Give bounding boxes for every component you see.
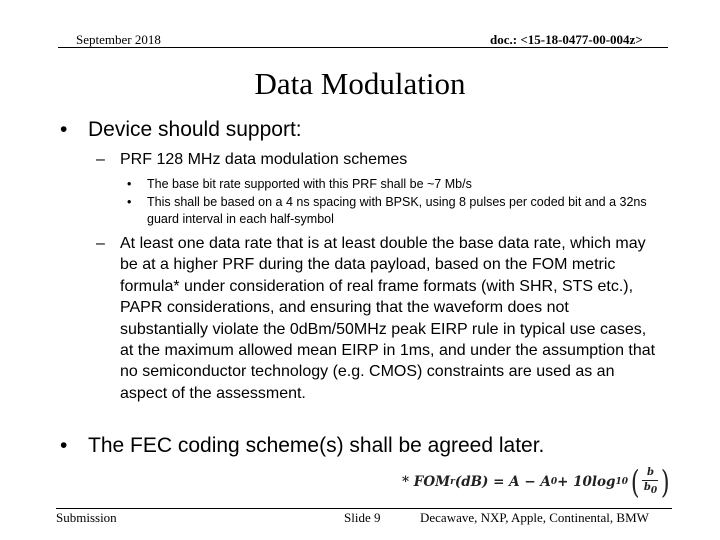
bullet-device-support: [60, 118, 680, 142]
formula-fraction: [642, 467, 658, 497]
fraction-den-sub: 0: [650, 486, 658, 496]
header-divider: [58, 47, 668, 48]
header-date: September 2018: [76, 32, 161, 47]
paren-open: (: [630, 463, 640, 501]
footer-divider: [56, 508, 672, 509]
header-doc-id: doc.: <15-18-0477-00-004z>: [490, 32, 643, 47]
sub-bullet-data-rate: [96, 233, 666, 404]
formula-sub-10: 10: [615, 477, 628, 487]
footer-slide-number: Slide 9: [344, 510, 381, 525]
slide-title: Data Modulation: [254, 66, 466, 101]
bullet-marker: •: [60, 118, 68, 141]
sub-bullet-prf128: [96, 149, 676, 170]
list-item-text: This shall be based on a 4 ns spacing with BPSK, using 8 pulses per coded bit and a 32ns guard interval in each half-symbol: [147, 195, 647, 226]
fraction-denominator: b: [643, 482, 651, 493]
formula-mid: (dB) = A − A: [454, 474, 551, 490]
sub-bullet-text: PRF 128 MHz data modulation schemes: [120, 151, 408, 168]
list-item: [127, 194, 657, 227]
footer-authors: Decawave, NXP, Apple, Continental, BMW: [420, 510, 649, 525]
bullet-text: Device should support:: [88, 118, 302, 141]
dash-marker: –: [96, 151, 105, 168]
formula-sub-r: r: [450, 477, 455, 487]
formula-prefix: * FOM: [402, 474, 451, 490]
bullet-fec: [60, 434, 700, 458]
fom-formula: [402, 463, 673, 501]
list-item-text: The base bit rate supported with this PRF shall be ~7 Mb/s: [147, 177, 472, 191]
dash-marker: –: [96, 235, 105, 252]
paren-close: ): [661, 463, 671, 501]
fraction-bar: [642, 480, 658, 481]
bullet-marker: •: [127, 195, 132, 209]
bullet-marker: •: [127, 177, 132, 191]
bullet-text: The FEC coding scheme(s) shall be agreed later.: [88, 434, 545, 457]
sub-bullet-text: At least one data rate that is at least double the base data rate, which may be at a higher PRF during the data payload, based on the FOM metric formula* under consideration of real frame formats (with SHR, STS etc.), PAPR considerations, and ensuring that the waveform does not substantially violate the 0dBm/50MHz peak EIRP rule in typical use cases, at the maximum allowed mean EIRP in 1ms, and under the assumption that no semiconductor technology (e.g. CMOS) constraints are used as an aspect of the assessment.: [120, 235, 656, 402]
bullet-marker: •: [60, 434, 68, 457]
formula-sub-0: 0: [550, 477, 558, 487]
fraction-numerator: b: [646, 467, 654, 478]
list-item: [127, 176, 657, 193]
formula-log: + 10log: [557, 474, 616, 490]
footer-submission: Submission: [56, 510, 117, 525]
